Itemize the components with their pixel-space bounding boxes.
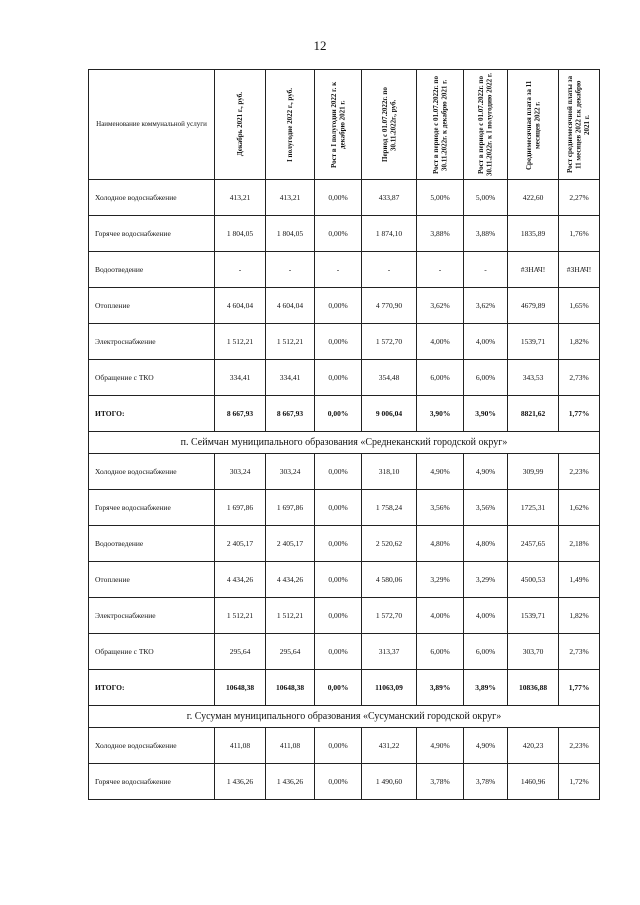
- header-cell: [215, 70, 266, 180]
- value-cell: 1725,31: [508, 490, 559, 526]
- value-cell: 295,64: [266, 634, 315, 670]
- value-cell: 2,23%: [559, 454, 600, 490]
- service-name-cell: Электроснабжение: [89, 324, 215, 360]
- value-cell: 0,00%: [315, 598, 362, 634]
- service-name-cell: Горячее водоснабжение: [89, 216, 215, 252]
- value-cell: -: [362, 252, 417, 288]
- total-value-cell: 10836,88: [508, 670, 559, 706]
- value-cell: 3,78%: [464, 764, 508, 800]
- value-cell: 1 804,05: [215, 216, 266, 252]
- value-cell: 2 405,17: [266, 526, 315, 562]
- header-cell: [417, 70, 464, 180]
- value-cell: 4,90%: [417, 454, 464, 490]
- value-cell: 6,00%: [464, 360, 508, 396]
- value-cell: 3,88%: [464, 216, 508, 252]
- total-value-cell: 3,90%: [464, 396, 508, 432]
- value-cell: 4,00%: [464, 324, 508, 360]
- service-name-cell: Горячее водоснабжение: [89, 490, 215, 526]
- value-cell: 0,00%: [315, 562, 362, 598]
- service-name-cell: Холодное водоснабжение: [89, 454, 215, 490]
- value-cell: -: [464, 252, 508, 288]
- header-label: Период с 01.07.2022г. по 30.11.2022г., руб.: [380, 87, 397, 162]
- value-cell: 1,65%: [559, 288, 600, 324]
- value-cell: 6,00%: [417, 360, 464, 396]
- header-cell: [315, 70, 362, 180]
- value-cell: 313,37: [362, 634, 417, 670]
- value-cell: 2,23%: [559, 728, 600, 764]
- value-cell: 1460,96: [508, 764, 559, 800]
- header-service-name: Наименование коммунальной услуги: [89, 70, 215, 180]
- value-cell: 1,82%: [559, 324, 600, 360]
- table-row: [89, 728, 600, 764]
- value-cell: 413,21: [215, 180, 266, 216]
- value-cell: 1539,71: [508, 598, 559, 634]
- value-cell: 4,00%: [417, 598, 464, 634]
- value-cell: 431,22: [362, 728, 417, 764]
- value-cell: 4 580,06: [362, 562, 417, 598]
- header-cell: [266, 70, 315, 180]
- table-row: [89, 180, 600, 216]
- value-cell: 4679,89: [508, 288, 559, 324]
- section-title: п. Сеймчан муниципального образования «Среднеканский городской округ»: [89, 432, 600, 454]
- header-label: Декабрь 2021 г., руб.: [235, 92, 244, 157]
- service-name-cell: Обращение с ТКО: [89, 634, 215, 670]
- value-cell: 1 572,70: [362, 324, 417, 360]
- value-cell: 303,24: [215, 454, 266, 490]
- value-cell: 295,64: [215, 634, 266, 670]
- value-cell: -: [215, 252, 266, 288]
- value-cell: 0,00%: [315, 634, 362, 670]
- value-cell: 420,23: [508, 728, 559, 764]
- section-title-row: [89, 432, 600, 454]
- header-cell: [464, 70, 508, 180]
- service-name-cell: Обращение с ТКО: [89, 360, 215, 396]
- value-cell: 1 436,26: [266, 764, 315, 800]
- header-cell: [559, 70, 600, 180]
- value-cell: 2,73%: [559, 634, 600, 670]
- service-name-cell: Горячее водоснабжение: [89, 764, 215, 800]
- value-cell: 3,29%: [464, 562, 508, 598]
- value-cell: 433,87: [362, 180, 417, 216]
- total-row: [89, 396, 600, 432]
- service-name-cell: Отопление: [89, 288, 215, 324]
- value-cell: 3,29%: [417, 562, 464, 598]
- value-cell: 4,90%: [417, 728, 464, 764]
- value-cell: #ЗНАЧ!: [508, 252, 559, 288]
- value-cell: 1 572,70: [362, 598, 417, 634]
- value-cell: 1,72%: [559, 764, 600, 800]
- value-cell: 0,00%: [315, 526, 362, 562]
- value-cell: 3,56%: [464, 490, 508, 526]
- total-value-cell: 8821,62: [508, 396, 559, 432]
- value-cell: 303,70: [508, 634, 559, 670]
- table-row: [89, 526, 600, 562]
- table-row: [89, 216, 600, 252]
- value-cell: -: [417, 252, 464, 288]
- value-cell: 1 436,26: [215, 764, 266, 800]
- total-value-cell: 3,89%: [417, 670, 464, 706]
- header-label: Рост среднемесячной платы за 11 месяцев 2022 г.к декабрю 2021 г.: [566, 76, 592, 173]
- value-cell: 318,10: [362, 454, 417, 490]
- header-label: Рост в I полугодии 2022 г. к декабрю 2021 г.: [329, 81, 346, 168]
- table-body: [89, 180, 600, 800]
- header-label: Рост в периоде с 01.07.2022г. по 30.11.2022г. к I полугодию 2022 г.: [477, 73, 494, 176]
- value-cell: 4,00%: [464, 598, 508, 634]
- header-label: Среднемесячная плата за 11 месяцев 2022 г.: [524, 79, 541, 170]
- value-cell: 4,90%: [464, 454, 508, 490]
- service-name-cell: Водоотведение: [89, 526, 215, 562]
- table-row: [89, 324, 600, 360]
- table-row: [89, 288, 600, 324]
- service-name-cell: Отопление: [89, 562, 215, 598]
- value-cell: 5,00%: [464, 180, 508, 216]
- value-cell: 0,00%: [315, 324, 362, 360]
- total-label: ИТОГО:: [89, 670, 215, 706]
- value-cell: 3,78%: [417, 764, 464, 800]
- value-cell: 1 758,24: [362, 490, 417, 526]
- value-cell: 0,00%: [315, 454, 362, 490]
- value-cell: 0,00%: [315, 180, 362, 216]
- value-cell: -: [266, 252, 315, 288]
- value-cell: 0,00%: [315, 490, 362, 526]
- value-cell: 3,88%: [417, 216, 464, 252]
- table-row: [89, 562, 600, 598]
- header-cell: [362, 70, 417, 180]
- value-cell: 303,24: [266, 454, 315, 490]
- total-value-cell: 9 006,04: [362, 396, 417, 432]
- value-cell: 343,53: [508, 360, 559, 396]
- total-value-cell: 8 667,93: [215, 396, 266, 432]
- page-number: 12: [313, 38, 327, 53]
- value-cell: 2,18%: [559, 526, 600, 562]
- value-cell: 4 434,26: [266, 562, 315, 598]
- value-cell: 4500,53: [508, 562, 559, 598]
- service-name-cell: Холодное водоснабжение: [89, 180, 215, 216]
- value-cell: 1835,89: [508, 216, 559, 252]
- value-cell: 1 512,21: [266, 324, 315, 360]
- value-cell: 1 804,05: [266, 216, 315, 252]
- value-cell: 1539,71: [508, 324, 559, 360]
- total-value-cell: 0,00%: [315, 396, 362, 432]
- section-title: г. Сусуман муниципального образования «Сусуманский городской округ»: [89, 706, 600, 728]
- tariff-table: [88, 69, 600, 800]
- value-cell: 2,73%: [559, 360, 600, 396]
- value-cell: 1 512,21: [215, 324, 266, 360]
- value-cell: 4,80%: [464, 526, 508, 562]
- total-value-cell: 3,89%: [464, 670, 508, 706]
- value-cell: 334,41: [215, 360, 266, 396]
- value-cell: 0,00%: [315, 728, 362, 764]
- total-value-cell: 1,77%: [559, 670, 600, 706]
- value-cell: 309,99: [508, 454, 559, 490]
- value-cell: 1,76%: [559, 216, 600, 252]
- table-row: [89, 598, 600, 634]
- value-cell: 1 512,21: [266, 598, 315, 634]
- header-row: [89, 70, 600, 180]
- service-name-cell: Электроснабжение: [89, 598, 215, 634]
- value-cell: 4,90%: [464, 728, 508, 764]
- total-label: ИТОГО:: [89, 396, 215, 432]
- total-value-cell: 1,77%: [559, 396, 600, 432]
- header-label: Рост в периоде с 01.07.2022г. по 30.11.2022г. к декабрю 2021 г.: [431, 75, 448, 174]
- total-value-cell: 10648,38: [215, 670, 266, 706]
- table-row: [89, 634, 600, 670]
- value-cell: #ЗНАЧ!: [559, 252, 600, 288]
- value-cell: 1 490,60: [362, 764, 417, 800]
- value-cell: 4 434,26: [215, 562, 266, 598]
- total-value-cell: 8 667,93: [266, 396, 315, 432]
- value-cell: 1,82%: [559, 598, 600, 634]
- table-row: [89, 252, 600, 288]
- value-cell: 422,60: [508, 180, 559, 216]
- value-cell: 354,48: [362, 360, 417, 396]
- value-cell: 411,08: [266, 728, 315, 764]
- value-cell: 0,00%: [315, 360, 362, 396]
- table-row: [89, 764, 600, 800]
- value-cell: 5,00%: [417, 180, 464, 216]
- value-cell: 2,27%: [559, 180, 600, 216]
- total-row: [89, 670, 600, 706]
- total-value-cell: 3,90%: [417, 396, 464, 432]
- value-cell: 3,62%: [417, 288, 464, 324]
- value-cell: 4,80%: [417, 526, 464, 562]
- value-cell: 0,00%: [315, 764, 362, 800]
- value-cell: 2 520,62: [362, 526, 417, 562]
- header-label: I полугодие 2022 г., руб.: [285, 87, 294, 162]
- value-cell: 4 770,90: [362, 288, 417, 324]
- value-cell: 2 405,17: [215, 526, 266, 562]
- value-cell: 4 604,04: [266, 288, 315, 324]
- header-cell: [508, 70, 559, 180]
- service-name-cell: Холодное водоснабжение: [89, 728, 215, 764]
- value-cell: 1 697,86: [266, 490, 315, 526]
- value-cell: 413,21: [266, 180, 315, 216]
- value-cell: 1,62%: [559, 490, 600, 526]
- service-name-cell: Водоотведение: [89, 252, 215, 288]
- value-cell: 0,00%: [315, 288, 362, 324]
- value-cell: 1 874,10: [362, 216, 417, 252]
- value-cell: 411,08: [215, 728, 266, 764]
- table-row: [89, 454, 600, 490]
- value-cell: 4 604,04: [215, 288, 266, 324]
- value-cell: 1,49%: [559, 562, 600, 598]
- total-value-cell: 10648,38: [266, 670, 315, 706]
- value-cell: 334,41: [266, 360, 315, 396]
- value-cell: 0,00%: [315, 216, 362, 252]
- value-cell: 6,00%: [464, 634, 508, 670]
- value-cell: 3,56%: [417, 490, 464, 526]
- value-cell: 2457,65: [508, 526, 559, 562]
- value-cell: 4,00%: [417, 324, 464, 360]
- total-value-cell: 0,00%: [315, 670, 362, 706]
- value-cell: 6,00%: [417, 634, 464, 670]
- value-cell: 1 512,21: [215, 598, 266, 634]
- section-title-row: [89, 706, 600, 728]
- value-cell: 1 697,86: [215, 490, 266, 526]
- value-cell: -: [315, 252, 362, 288]
- table-row: [89, 360, 600, 396]
- total-value-cell: 11063,09: [362, 670, 417, 706]
- table-row: [89, 490, 600, 526]
- value-cell: 3,62%: [464, 288, 508, 324]
